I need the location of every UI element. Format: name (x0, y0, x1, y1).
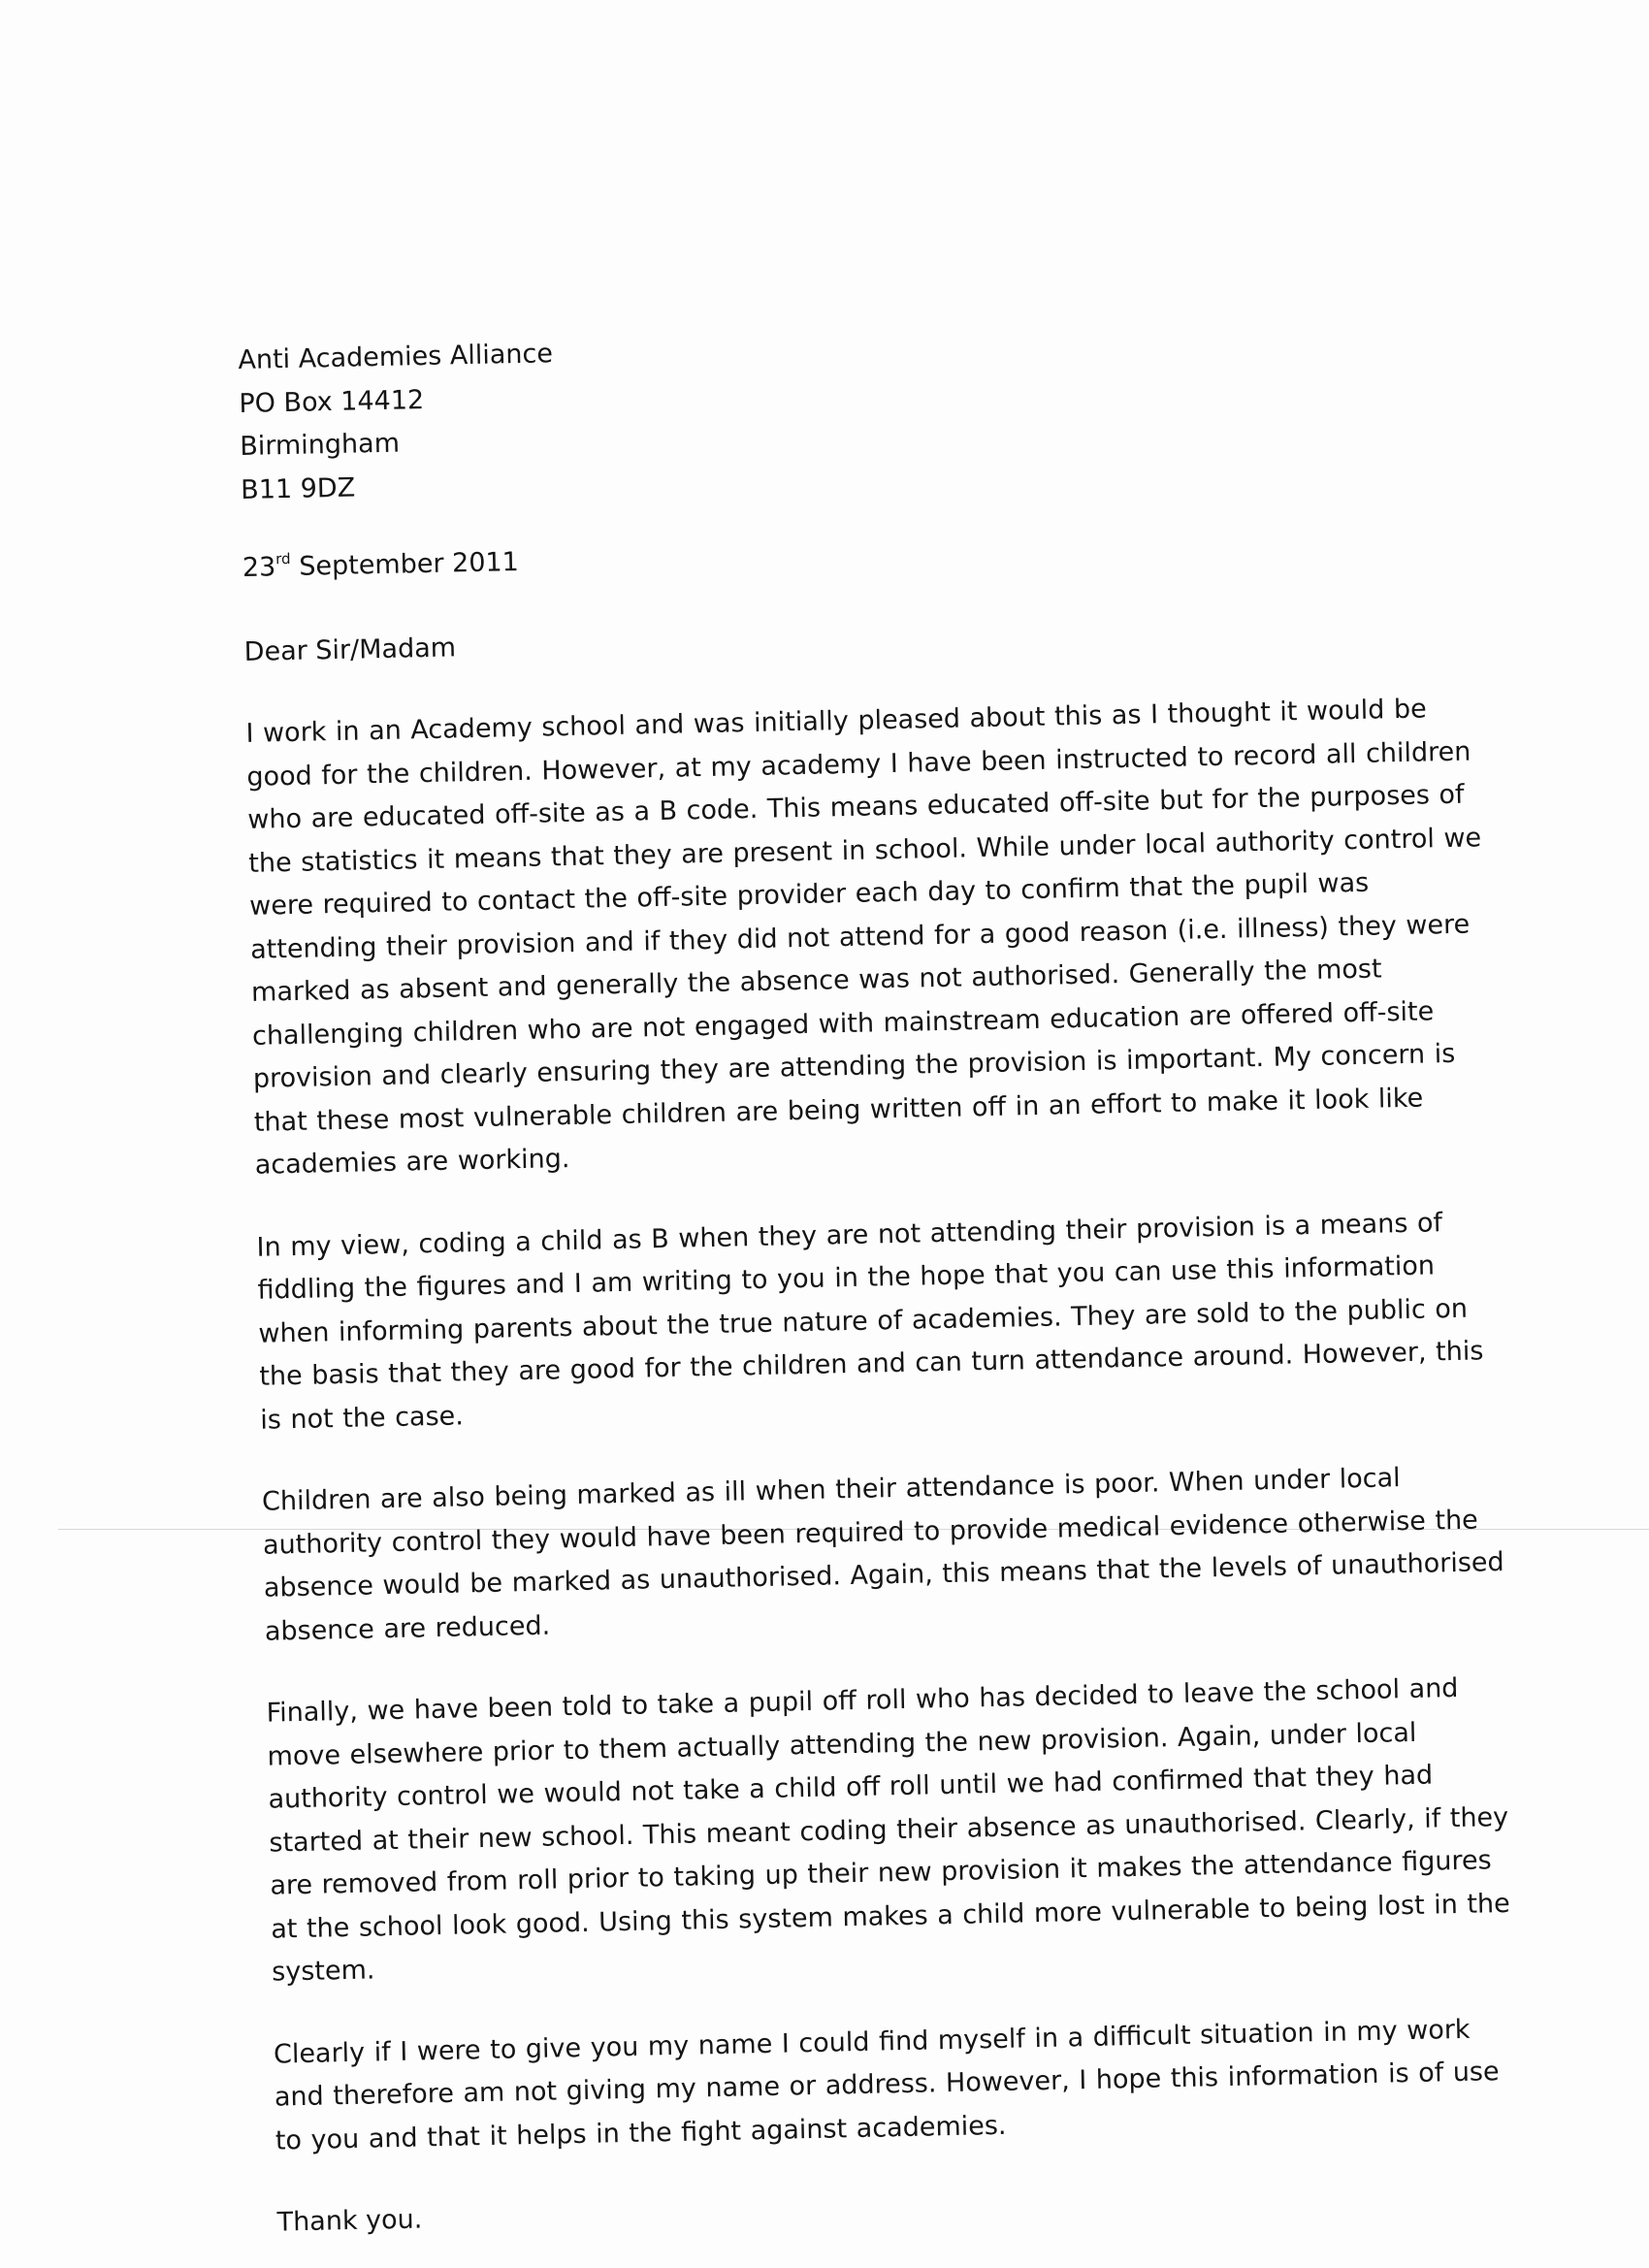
recipient-address (238, 313, 1492, 512)
closing: Thank you. (276, 2204, 423, 2238)
date-day: 23 (242, 552, 276, 583)
address-line-postcode: B11 9DZ (240, 471, 356, 505)
paragraph-5: Clearly if I were to give you my name I could find myself in a difficult situation in my work and therefore am not giving my name or address. However, I hope this information is of use to you and that it helps in the fight against academies. (273, 2014, 1500, 2156)
address-line-organisation: Anti Academies Alliance (238, 339, 554, 375)
address-line-po-box: PO Box 14412 (239, 384, 425, 419)
date-month-year: September 2011 (298, 546, 520, 582)
paragraph-1: I work in an Academy school and was initially pleased about this as I thought it would be good for the children. However, at my academy I have been instructed to record all children who are educated off-site as a B code. This means educated off-site but for the purposes of the statistics it means that they are present in school. While under local authority control we were required to contact the off-site provider each day to confirm that the pupil was attending their provision and if they did not attend for a good reason (i.e. illness) they were marked as absent and generally the absence was not authorised. Generally the most challenging children who are not engaged with mainstream education are offered off-site provision and clearly ensuring they are attending the provision is important. My concern is that these most vulnerable children are being written off in an effort to make it look like academies are working. (245, 694, 1482, 1181)
date-ordinal-suffix: rd (275, 549, 291, 568)
letter-date (242, 521, 1494, 591)
paragraph-4: Finally, we have been told to take a pupil off roll who has decided to leave the school and move elsewhere prior to them actually attending the new provision. Again, under local authority control we would not take a child off roll until we had confirmed that they had started at their new school. This meant coding their absence as unauthorised. Clearly, if they are removed from roll prior to taking up their new provision it makes the attendance figures at the school look good. Using this system makes a child more vulnerable to being lost in the system. (266, 1672, 1511, 1988)
address-line-city: Birmingham (239, 428, 401, 462)
paragraph-2: In my view, coding a child as B when they are not attending their provision is a means of fiddling the figures and I am writing to you in the hope that you can use this information when informing parents about the true nature of academies. They are sold to the public on the basis that they are good for the children and can turn attendance around. However, this is not the case. (256, 1207, 1484, 1436)
salutation: Dear Sir/Madam (243, 632, 457, 667)
paragraph-3: Children are also being marked as ill when their attendance is poor. When under local authority control they would have been required to provide medical evidence otherwise the absence would be marked as unauthorised. Again, this means that the levels of unauthorised absence are reduced. (261, 1463, 1504, 1647)
letter-body (238, 313, 1529, 2245)
